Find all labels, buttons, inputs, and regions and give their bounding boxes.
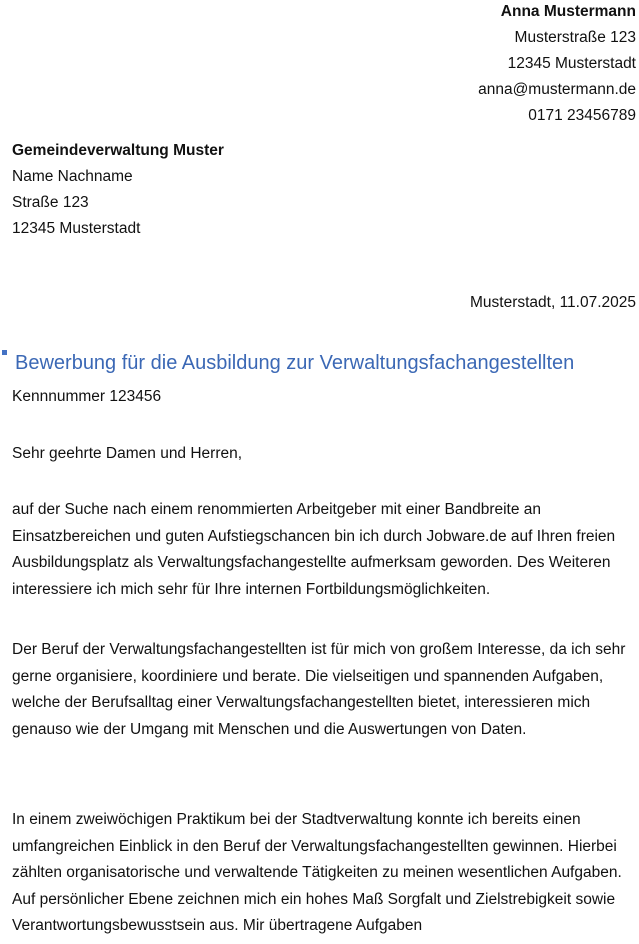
salutation: Sehr geehrte Damen und Herren, xyxy=(12,445,243,462)
subject-heading: Bewerbung für die Ausbildung zur Verwaltungsfachangestellten xyxy=(15,352,575,374)
sender-name: Anna Mustermann xyxy=(500,3,636,20)
recipient-block xyxy=(12,138,224,242)
recipient-city: 12345 Musterstadt xyxy=(12,220,141,237)
recipient-street: Straße 123 xyxy=(12,194,89,211)
recipient-contact: Name Nachname xyxy=(12,168,133,185)
reference-number: Kennnummer 123456 xyxy=(12,388,162,405)
heading-marker xyxy=(2,350,7,355)
sender-phone: 0171 23456789 xyxy=(528,107,636,124)
sender-street: Musterstraße 123 xyxy=(514,29,636,46)
sender-email: anna@mustermann.de xyxy=(478,81,636,98)
sender-city: 12345 Musterstadt xyxy=(507,55,636,72)
body-paragraph: Der Beruf der Verwaltungsfachangestellten ist für mich von großem Interesse, da ich sehr gerne organisiere, koordiniere und berate. Die vielseitigen und spannenden Aufgaben, welche der Berufsalltag einer Verwaltungsfachangestellten bietet, interessieren mich genauso wie der Umgang mit Menschen und die Auswertungen von Daten. xyxy=(12,641,626,738)
body-paragraph: auf der Suche nach einem renommierten Arbeitgeber mit einer Bandbreite an Einsatzbereichen und guten Aufstiegschancen bin ich durch Jobware.de auf Ihren freien Ausbildungsplatz als Verwaltungsfachangestellte aufmerksam geworden. Des Weiteren interessiere ich mich sehr für Ihre internen Fortbildungsmöglichkeiten. xyxy=(12,501,616,598)
recipient-organization: Gemeindeverwaltung Muster xyxy=(12,142,224,159)
letter-date: Musterstadt, 11.07.2025 xyxy=(469,294,636,311)
body-paragraph: In einem zweiwöchigen Praktikum bei der Stadtverwaltung konnte ich bereits einen umfangreichen Einblick in den Beruf der Verwaltungsfachangestellten gewinnen. Hierbei zählten organisatorische und verwaltende Tätigkeiten zu meinen wesentlichen Aufgaben. Auf persönlicher Ebene zeichnen mich ein hohes Maß Sorgfalt und Zielstrebigkeit sowie Verantwortungsbewusstsein aus. Mir übertragene Aufgaben xyxy=(12,811,622,934)
sender-block xyxy=(478,0,636,129)
